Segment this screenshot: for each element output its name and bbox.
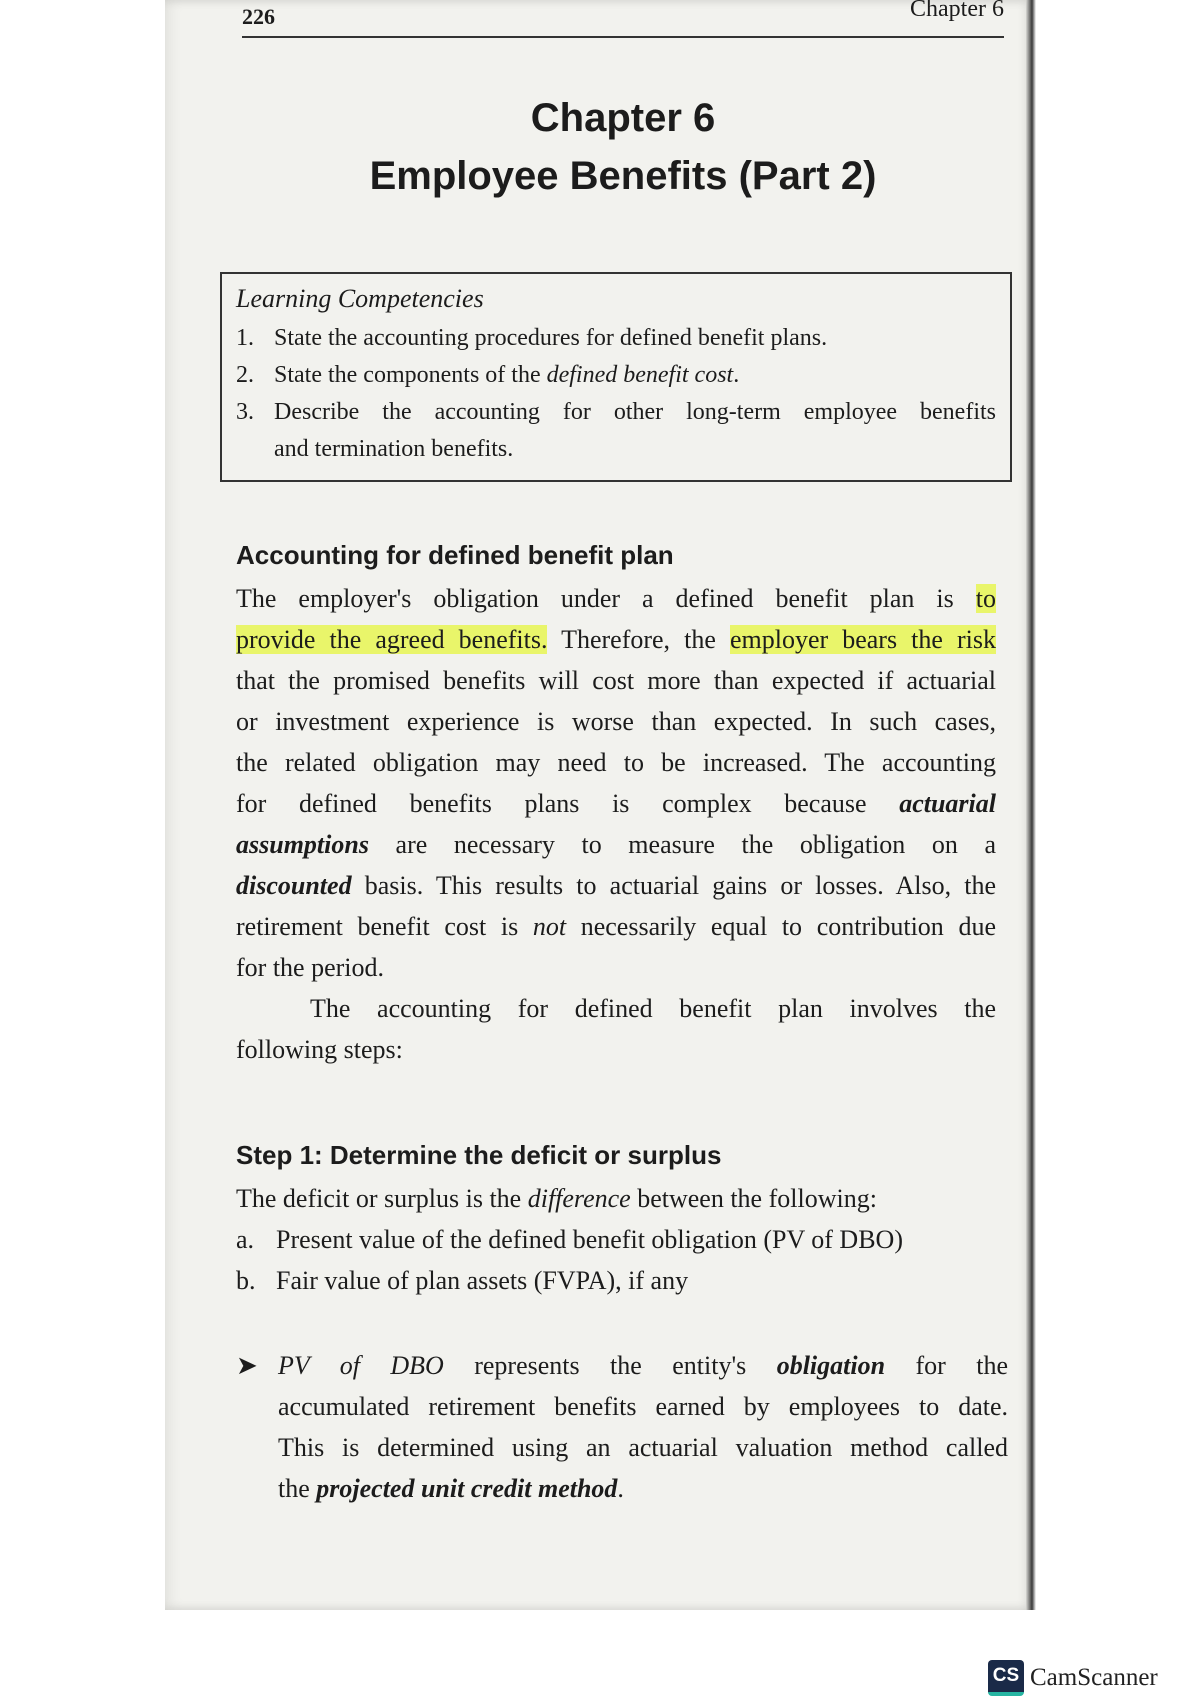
bullet-line: the projected unit credit method. <box>278 1474 624 1503</box>
emphasized-term: PV of DBO <box>278 1351 444 1380</box>
bullet-point <box>236 1345 1008 1509</box>
paragraph-line: following steps: <box>236 1035 403 1064</box>
section-heading: Accounting for defined benefit plan <box>236 540 674 570</box>
running-header <box>242 2 1004 38</box>
competency-text-end: . <box>733 362 740 388</box>
emphasized-term: projected unit credit method <box>316 1474 618 1503</box>
competency-number: 2. <box>236 362 254 388</box>
step-paragraph <box>236 1178 996 1301</box>
list-item <box>236 1219 996 1260</box>
emphasized-term: assumptions <box>236 830 369 859</box>
paragraph-line: or investment experience is worse than expected. In such cases, <box>236 707 996 736</box>
emphasized-term: discounted <box>236 871 352 900</box>
paragraph-line: the related obligation may need to be increased. The accounting <box>236 748 996 777</box>
learning-competencies-box <box>220 272 1012 482</box>
bullet-line: This is determined using an actuarial valuation method called <box>278 1433 1008 1462</box>
competency-term: defined benefit cost <box>546 362 734 388</box>
competency-text-continued: and termination benefits. <box>274 436 514 462</box>
paragraph-line: that the promised benefits will cost more than expected if actuarial <box>236 666 996 695</box>
bullet-line: accumulated retirement benefits earned by employees to date. <box>278 1392 1008 1421</box>
emphasized-term: difference <box>527 1184 631 1213</box>
page-edge-shadow <box>1026 0 1036 1610</box>
paragraph-line: The deficit or surplus is the difference between the following: <box>236 1184 877 1213</box>
list-marker: a. <box>236 1225 255 1254</box>
chapter-title: Chapter 6 <box>530 96 716 140</box>
emphasized-term: not <box>532 912 567 941</box>
camscanner-label: CamScanner <box>1030 1664 1158 1691</box>
paragraph-line: assumptions are necessary to measure the obligation on a <box>236 830 996 859</box>
highlighted-text: to <box>975 584 996 613</box>
list-item-text: Fair value of plan assets (FVPA), if any <box>276 1266 689 1295</box>
paragraph-line: for defined benefits plans is complex because actuarial <box>236 789 996 818</box>
paragraph-line: provide the agreed benefits. Therefore, the employer bears the risk <box>236 625 996 654</box>
running-chapter-label: Chapter 6 <box>910 0 1004 22</box>
paragraph-line: retirement benefit cost is not necessarily equal to contribution due <box>236 912 996 941</box>
competency-number: 1. <box>236 325 254 351</box>
competency-item <box>236 320 996 357</box>
paragraph-line: The employer's obligation under a defined benefit plan is to <box>236 584 996 613</box>
list-marker: b. <box>236 1266 256 1295</box>
learning-competencies-heading: Learning Competencies <box>236 284 484 313</box>
competency-item <box>236 394 996 468</box>
emphasized-term: obligation <box>776 1351 886 1380</box>
emphasized-term: actuarial <box>899 789 996 818</box>
highlighted-text: provide the agreed benefits. <box>236 625 548 654</box>
competency-number: 3. <box>236 399 254 425</box>
paragraph-line: for the period. <box>236 953 385 982</box>
arrow-bullet-icon: ➤ <box>236 1351 258 1380</box>
competency-item <box>236 357 996 394</box>
competency-text: State the components of the <box>274 362 547 388</box>
competency-text: State the accounting procedures for defined benefit plans. <box>274 325 828 351</box>
chapter-subtitle: Employee Benefits (Part 2) <box>369 154 877 198</box>
bullet-line: PV of DBO represents the entity's obligation for the <box>278 1351 1008 1380</box>
camscanner-watermark <box>988 1658 1158 1698</box>
paragraph-line: The accounting for defined benefit plan involves the <box>310 994 996 1023</box>
step-heading: Step 1: Determine the deficit or surplus <box>236 1140 722 1170</box>
camscanner-logo-icon: CS <box>988 1660 1024 1696</box>
list-item <box>236 1260 996 1301</box>
paragraph-line: discounted basis. This results to actuarial gains or losses. Also, the <box>236 871 996 900</box>
highlighted-text: employer bears the risk <box>729 625 996 654</box>
list-item-text: Present value of the defined benefit obligation (PV of DBO) <box>276 1225 903 1254</box>
section-paragraph <box>236 578 996 1070</box>
competency-text: Describe the accounting for other long-term employee benefits <box>274 399 996 425</box>
page-number: 226 <box>242 4 275 29</box>
